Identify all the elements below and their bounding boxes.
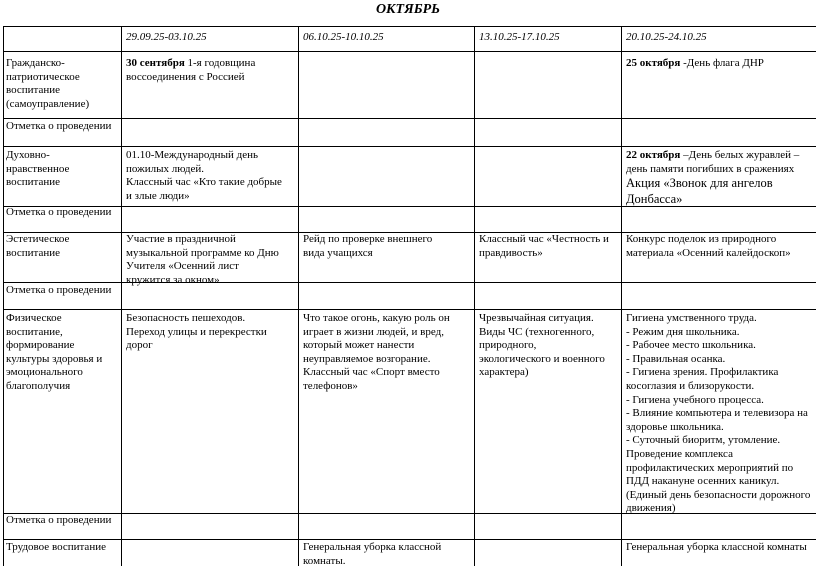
civic-week1: 30 сентября 1-я годовщина воссоединения с Россией bbox=[126, 57, 256, 83]
schedule-table bbox=[3, 26, 816, 566]
aesthetic-week3: Классный час «Честность и правдивость» bbox=[479, 233, 609, 259]
physical-week3: Чрезвычайная ситуация. Виды ЧС (техногенного, природного, экологического и военного характера) bbox=[479, 312, 605, 379]
mark-label: Отметка о проведении bbox=[6, 514, 112, 526]
week-header-2: 06.10.25-10.10.25 bbox=[303, 31, 384, 43]
week-header-1: 29.09.25-03.10.25 bbox=[126, 31, 207, 43]
week-header-4: 20.10.25-24.10.25 bbox=[626, 31, 707, 43]
category-physical: Физическое воспитание, формирование культуры здоровья и эмоционального благополучия bbox=[6, 312, 103, 392]
physical-week2: Что такое огонь, какую роль он играет в жизни людей, и вред, который может нанести неуправляемое возгорание. Классный час «Спорт вместо телефонов» bbox=[303, 312, 450, 392]
mark-label: Отметка о проведении bbox=[6, 206, 112, 218]
week-header-3: 13.10.25-17.10.25 bbox=[479, 31, 560, 43]
aesthetic-week2: Рейд по проверке внешнего вида учащихся bbox=[303, 233, 433, 259]
civic-week4: 25 октября -День флага ДНР bbox=[626, 57, 764, 69]
labor-week2: Генеральная уборка классной комнаты. bbox=[303, 541, 442, 566]
mark-label: Отметка о проведении bbox=[6, 120, 112, 132]
physical-week1: Безопасность пешеходов. Переход улицы и перекрестки дорог bbox=[126, 312, 267, 352]
spiritual-week4: 22 октября –День белых журавлей – день памяти погибших в сражениях Акция «Звонок для ангелов Донбасса» bbox=[626, 149, 800, 206]
category-aesthetic: Эстетическое воспитание bbox=[6, 233, 70, 259]
physical-week4: Гигиена умственного труда. - Режим дня школьника. - Рабочее место школьника. - Правильная осанка. - Гигиена зрения. Профилактика косоглазия и близорукости. - Гигиена учебного процесса. - Влияние компьютера и телевизора на здоровье школьника. - Суточный биоритм, утомление. Проведение комплекса профилактических мероприятий по ПДД накануне осенних каникул. (Единый день безопасности дорожного движения) bbox=[626, 312, 811, 515]
spiritual-week1: 01.10-Международный день пожилых людей. Классный час «Кто такие добрые и злые люди» bbox=[126, 149, 282, 202]
aesthetic-week1: Участие в праздничной музыкальной программе ко Дню Учителя «Осенний лист кружится за окном» bbox=[126, 233, 279, 286]
page-title: ОКТЯБРЬ bbox=[375, 2, 441, 17]
aesthetic-week4: Конкурс поделок из природного материала «Осенний калейдоскоп» bbox=[626, 233, 791, 259]
mark-label: Отметка о проведении bbox=[6, 284, 112, 296]
category-labor: Трудовое воспитание bbox=[6, 541, 106, 553]
category-spiritual: Духовно- нравственное воспитание bbox=[6, 149, 70, 189]
labor-week4: Генеральная уборка классной комнаты bbox=[626, 541, 807, 553]
category-civic: Гражданско- патриотическое воспитание (самоуправление) bbox=[6, 57, 90, 110]
